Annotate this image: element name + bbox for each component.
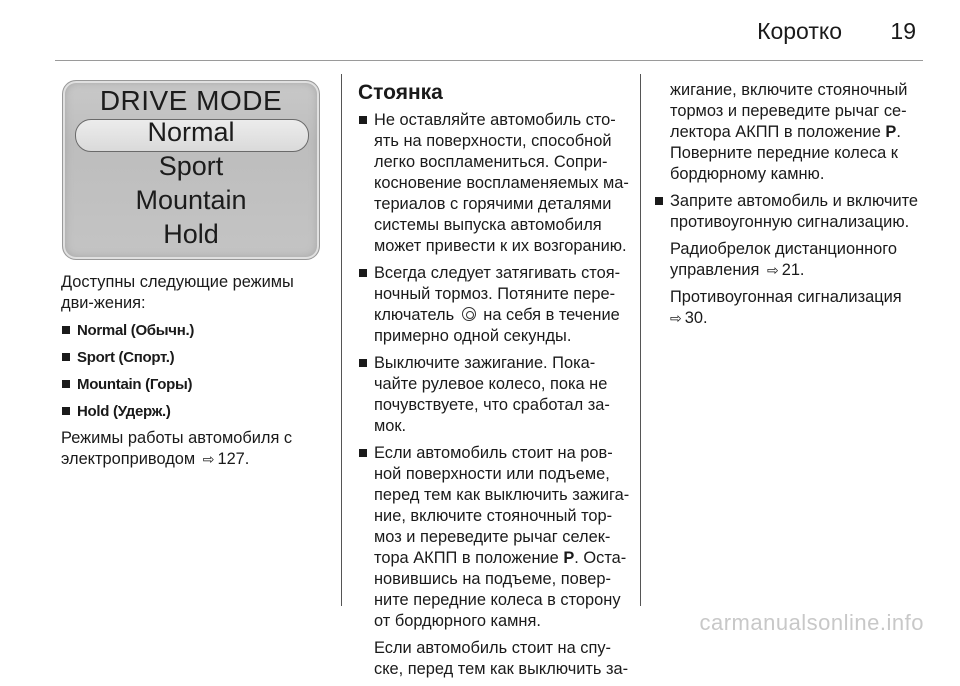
paragraph-text: . Поверните передние колеса к бордюрному камню. bbox=[670, 123, 901, 183]
list-item: Mountain (Горы) bbox=[61, 374, 331, 395]
list-item-text: Если автомобиль стоит на ров-ной поверхности или подъеме, перед тем как выключить зажига-ние, включите стояночный тор-моз и переведите рычаг селек-тора АКПП в положение bbox=[374, 444, 630, 567]
column-1 bbox=[61, 272, 331, 476]
column-divider bbox=[341, 74, 342, 606]
page-ref[interactable]: 30. bbox=[684, 309, 708, 327]
ev-modes-note bbox=[61, 428, 331, 470]
column-3 bbox=[670, 80, 930, 335]
page-ref[interactable]: 21. bbox=[781, 261, 805, 279]
list-item: Normal (Обычн.) bbox=[61, 320, 331, 341]
gear-position: P bbox=[563, 549, 575, 567]
page-number: 19 bbox=[890, 18, 916, 44]
ref-arrow-icon: ⇨ bbox=[766, 262, 779, 278]
list-item bbox=[358, 353, 630, 437]
modes-intro: Доступны следующие режимы дви-жения: bbox=[61, 273, 294, 312]
lock-list bbox=[654, 191, 930, 233]
list-item-text: . Оста-новившись на подъеме, повер-ните передние колеса в сторону от бордюрного камня. bbox=[374, 549, 627, 630]
paragraph bbox=[670, 80, 930, 185]
drive-mode-title: DRIVE MODE bbox=[99, 85, 283, 116]
list-item-text: Всегда следует затягивать стоя-ночный тормоз. Потяните пере-ключатель bbox=[374, 264, 621, 324]
list-item bbox=[358, 263, 630, 347]
paragraph: Если автомобиль стоит на спу-ске, перед тем как выключить за- bbox=[374, 639, 629, 678]
ref-arrow-icon: ⇨ bbox=[670, 310, 682, 326]
gear-position: P bbox=[885, 123, 897, 141]
list-item-text: Выключите зажигание. Пока-чайте рулевое колесо, пока не почувствуете, что сработал за-мок. bbox=[374, 354, 610, 435]
watermark: carmanualsonline.info bbox=[699, 610, 924, 635]
list-item-text: на себя в течение примерно одной секунды. bbox=[374, 306, 620, 345]
column-2 bbox=[358, 80, 630, 686]
page-header bbox=[0, 18, 960, 52]
alarm-note bbox=[670, 287, 930, 329]
paragraph-text: Противоугонная сигнализация bbox=[670, 288, 902, 306]
paragraph-text: Радиобрелок дистанционного управления bbox=[670, 240, 898, 279]
mode-hold: Hold bbox=[163, 219, 219, 249]
remote-note bbox=[670, 239, 930, 281]
drive-mode-display bbox=[62, 80, 320, 260]
section-title: Коротко bbox=[757, 18, 842, 44]
list-item bbox=[654, 191, 930, 233]
parking-brake-icon bbox=[462, 307, 476, 321]
list-item bbox=[358, 110, 630, 257]
list-item-text: Не оставляйте автомобиль сто-ять на поверхности, способной легко воспламениться. Сопри-косновение воспламеняемых ма-териалов с горячими деталями системы выпуска автомобиля может привести к их возгоранию. bbox=[374, 111, 629, 255]
section-heading: Стоянка bbox=[358, 81, 443, 104]
list-item: Hold (Удерж.) bbox=[61, 401, 331, 422]
mode-mountain: Mountain bbox=[135, 185, 247, 215]
modes-list bbox=[61, 320, 331, 422]
header-rule bbox=[55, 60, 923, 61]
mode-sport: Sport bbox=[158, 151, 224, 181]
paragraph-text: жигание, включите стояночный тормоз и переведите рычаг се-лектора АКПП в положение bbox=[670, 81, 908, 141]
column-divider bbox=[640, 74, 641, 606]
list-item: Sport (Спорт.) bbox=[61, 347, 331, 368]
ev-modes-text: Режимы работы автомобиля с электроприводом bbox=[61, 429, 293, 468]
ref-arrow-icon: ⇨ bbox=[202, 451, 215, 467]
parking-list bbox=[358, 110, 630, 632]
list-item-text: Заприте автомобиль и включите противоугонную сигнализацию. bbox=[670, 192, 919, 231]
mode-normal: Normal bbox=[147, 117, 235, 147]
list-item bbox=[358, 443, 630, 632]
page-ref[interactable]: 127. bbox=[217, 450, 250, 468]
